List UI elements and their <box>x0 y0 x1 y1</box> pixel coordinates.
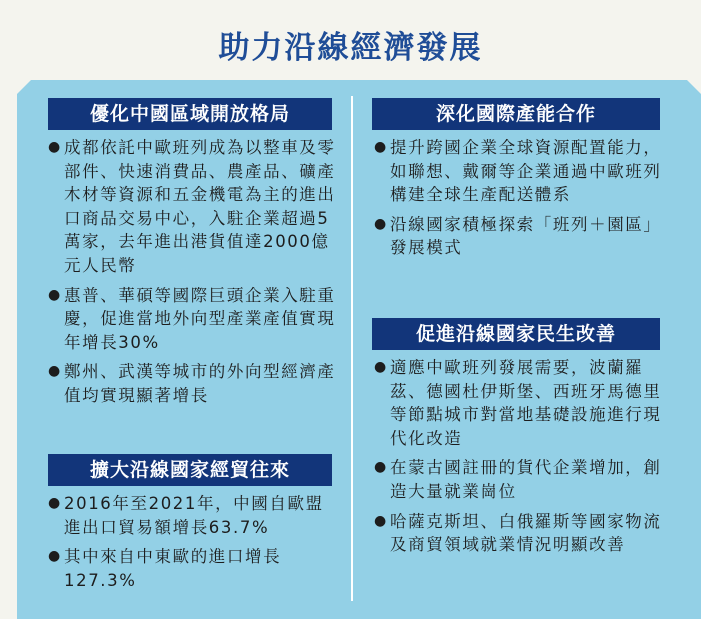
list-item <box>364 213 674 260</box>
list-item <box>38 492 338 539</box>
section-capacity-cooperation <box>364 98 674 260</box>
section-trade-exchange <box>38 454 338 592</box>
bullet-text: 適應中歐班列發展需要，波蘭羅茲、德國杜伊斯堡、西班牙馬德里等節點城市對當地基礎設施進行現代化改造 <box>390 358 662 448</box>
list-item <box>364 456 674 503</box>
bullet-text: 提升跨國企業全球資源配置能力，如聯想、戴爾等企業通過中歐班列構建全球生產配送體系 <box>390 138 662 205</box>
section-heading: 促進沿線國家民生改善 <box>372 318 660 350</box>
bullet-text: 惠普、華碩等國際巨頭企業入駐重慶，促進當地外向型產業產值實現年增長30% <box>64 285 336 352</box>
section-heading: 深化國際產能合作 <box>372 98 660 130</box>
column-divider <box>351 96 353 601</box>
bullet-text: 其中來自中東歐的進口增長127.3% <box>64 547 282 590</box>
bullet-icon: ● <box>48 548 62 565</box>
list-item <box>364 356 674 450</box>
bullet-text: 鄭州、武漢等城市的外向型經濟產值均實現顯著增長 <box>64 362 336 405</box>
list-item <box>38 545 338 592</box>
bullet-list <box>38 136 338 408</box>
bullet-icon: ● <box>374 359 388 375</box>
bullet-icon: ● <box>374 459 388 476</box>
bullet-text: 哈薩克斯坦、白俄羅斯等國家物流及商貿領域就業情況明顯改善 <box>390 511 662 555</box>
bullet-icon: ● <box>48 286 62 303</box>
bullet-icon: ● <box>48 495 62 511</box>
bullet-text: 2016年至2021年，中國自歐盟進出口貿易額增長63.7% <box>64 494 324 537</box>
list-item <box>364 136 674 207</box>
list-item <box>364 510 674 557</box>
section-livelihood <box>364 318 674 557</box>
bullet-icon: ● <box>374 215 388 232</box>
section-regional-opening <box>38 98 338 408</box>
bullet-list <box>38 492 338 592</box>
bullet-icon: ● <box>48 363 62 380</box>
bullet-text: 沿線國家積極探索「班列＋園區」發展模式 <box>390 214 662 258</box>
section-heading: 擴大沿線國家經貿往來 <box>48 454 332 486</box>
section-heading: 優化中國區域開放格局 <box>48 98 332 130</box>
bullet-icon: ● <box>48 139 62 155</box>
bullet-text: 在蒙古國註冊的貨代企業增加，創造大量就業崗位 <box>390 458 662 501</box>
bullet-list <box>364 356 674 557</box>
page-title: 助力沿線經濟發展 <box>218 30 483 66</box>
bullet-list <box>364 136 674 260</box>
bullet-icon: ● <box>374 512 388 529</box>
bullet-text: 成都依託中歐班列成為以整車及零部件、快速消費品、農產品、礦產木材等資源和五金機電為主的進出口商品交易中心，入駐企業超過5萬家，去年進出港貨值達2000億元人民幣 <box>64 138 336 275</box>
list-item <box>38 360 338 407</box>
list-item <box>38 136 338 278</box>
list-item <box>38 284 338 355</box>
bullet-icon: ● <box>374 139 388 155</box>
